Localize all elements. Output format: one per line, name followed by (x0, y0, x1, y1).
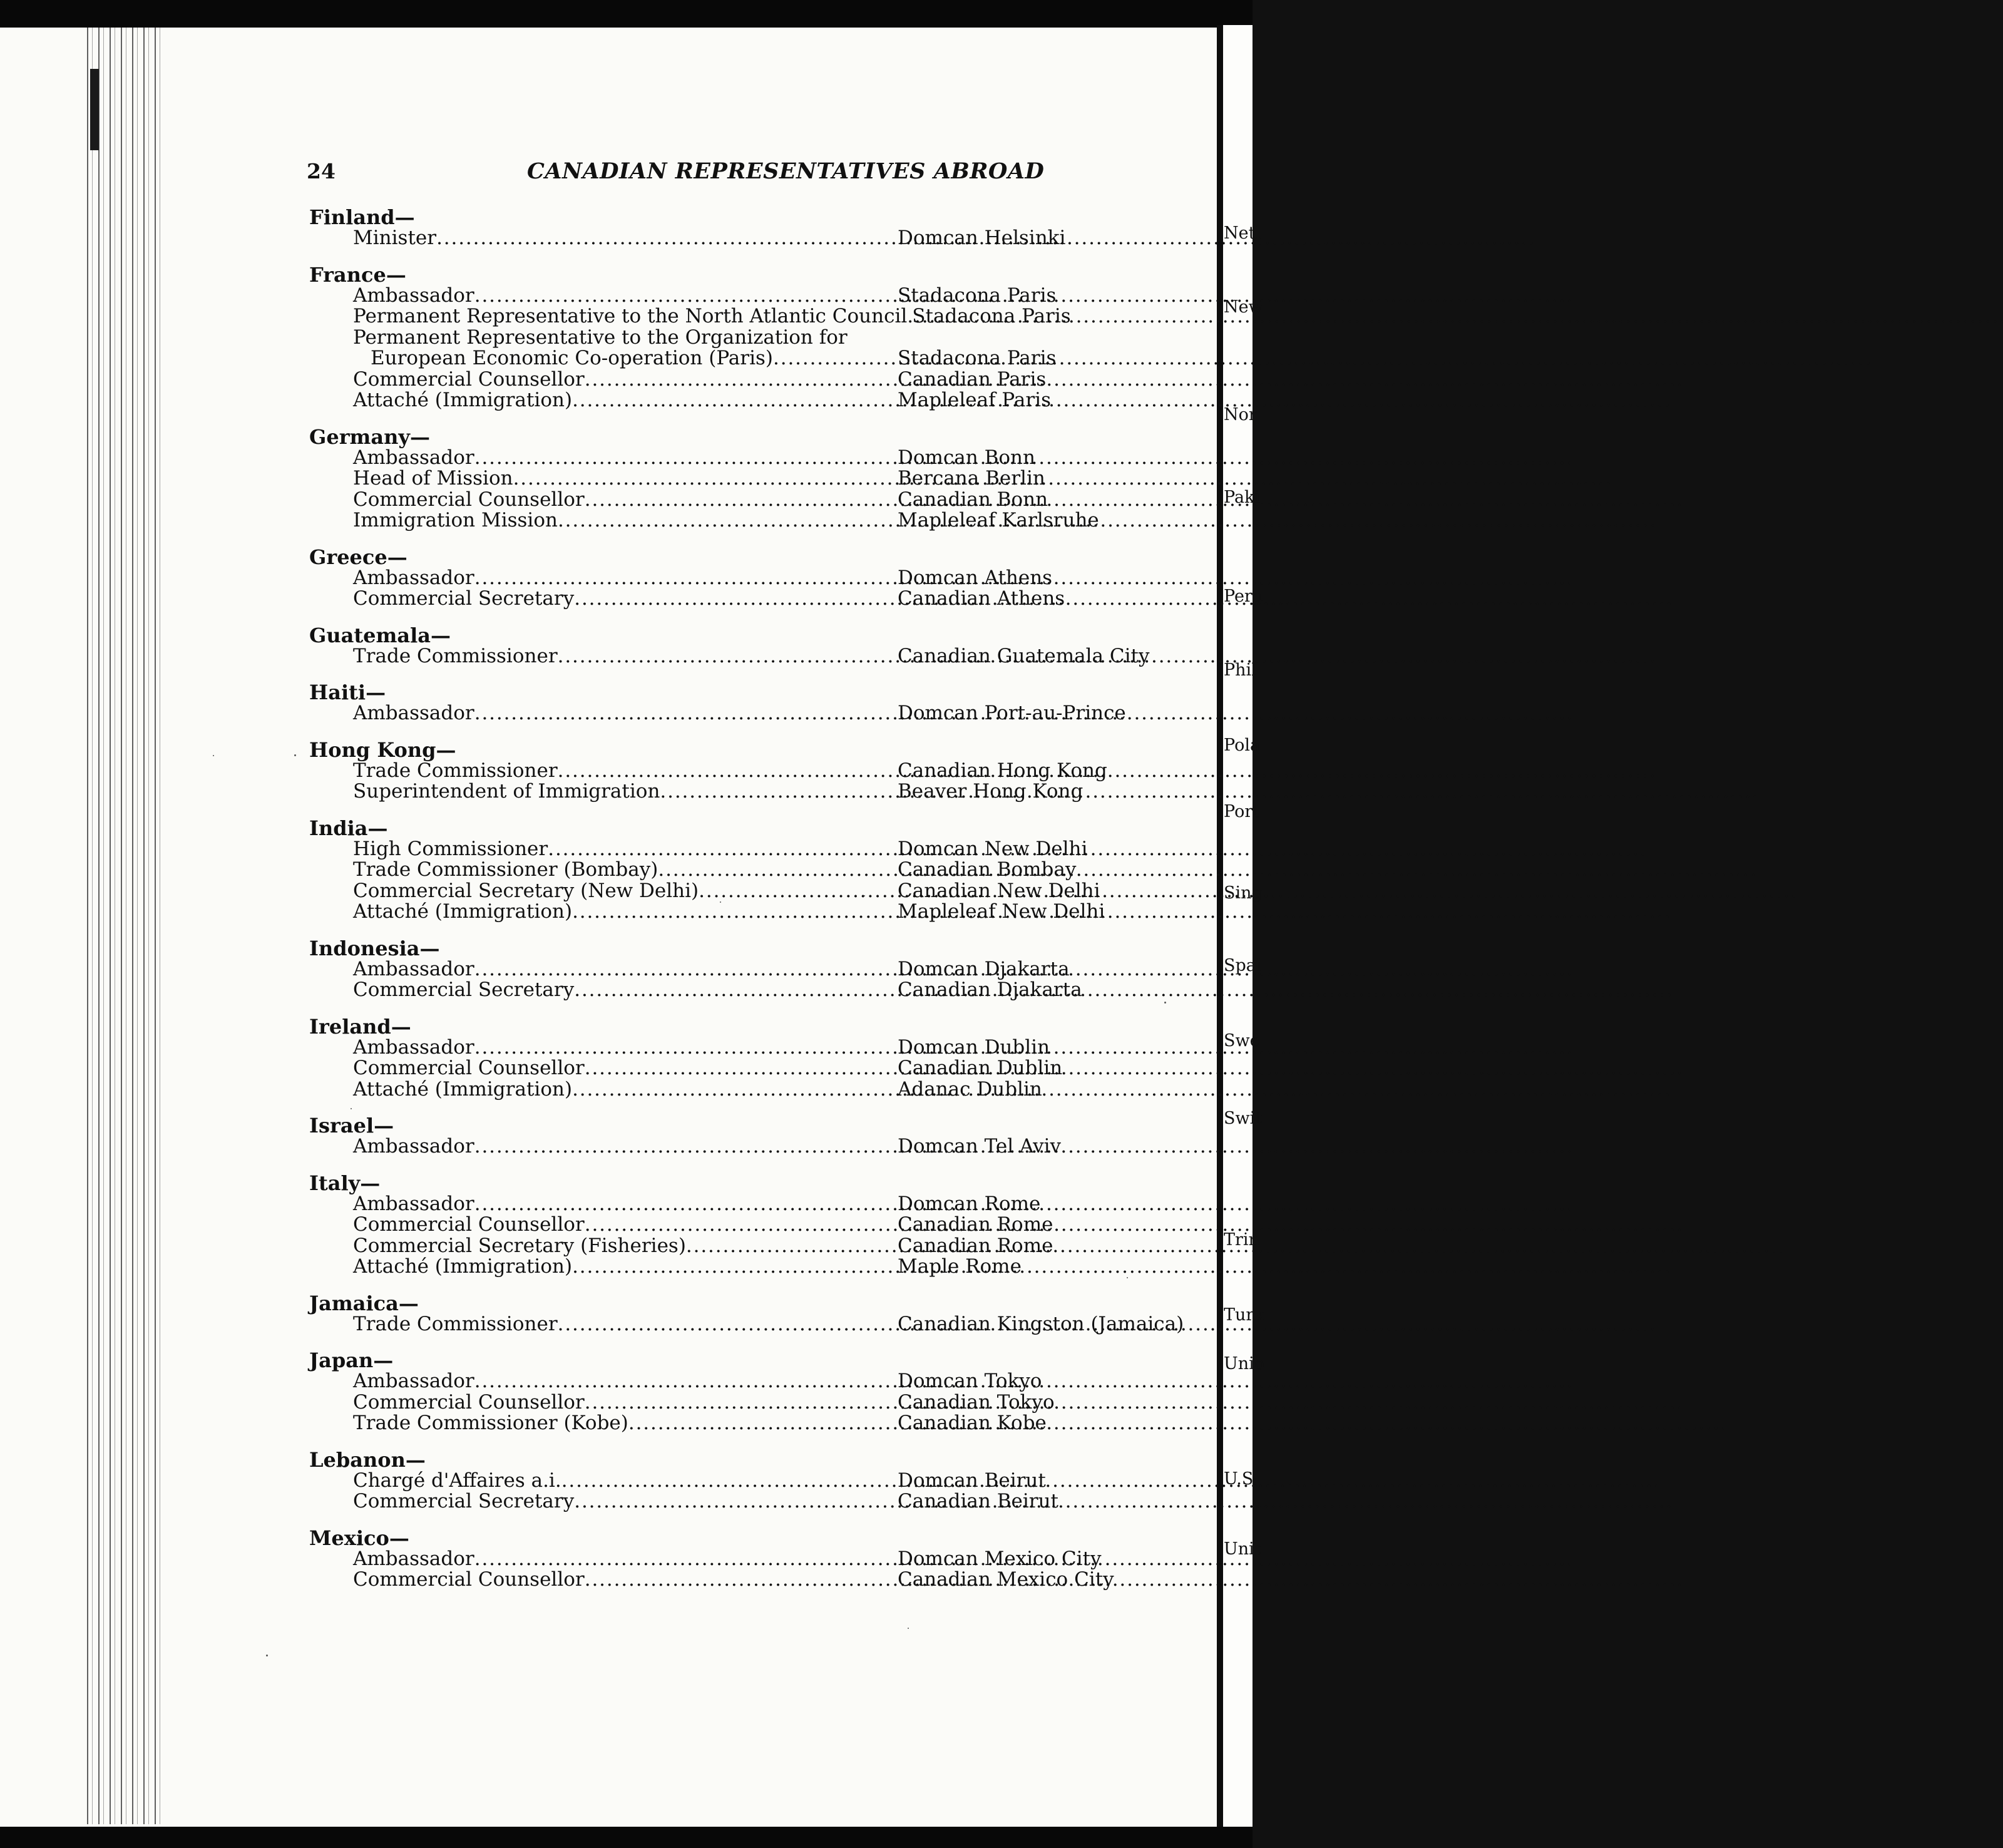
cable-address: Canadian Paris (898, 367, 1047, 391)
cable-address: Domcan Helsinki (898, 227, 1066, 249)
entry-row (309, 1413, 1204, 1434)
cable-address: Domcan Beirut (898, 1469, 1046, 1492)
cable-address: Bercana Berlin (898, 467, 1045, 490)
dot-leader (907, 306, 912, 327)
book-binding-gutter (81, 28, 166, 1824)
cable-address: Domcan Tokyo (898, 1370, 1042, 1392)
facing-page-fragment: Port (1224, 802, 1260, 821)
cable-address: Mapleleaf Karlsruhe (898, 509, 1099, 531)
scan-speck (351, 1108, 352, 1109)
dot-leader (585, 1569, 898, 1591)
cable-address: Canadian Rome (898, 1213, 1053, 1236)
page-number: 24 (307, 159, 336, 183)
country-section (309, 1449, 1204, 1512)
position-title: Commercial Secretary (353, 1490, 575, 1512)
dot-leader (474, 1371, 898, 1392)
entry-row (309, 348, 1204, 369)
facing-page-fragment: Phil (1224, 660, 1257, 680)
country-section (309, 625, 1204, 667)
dot-leader (574, 1491, 898, 1512)
entry-row (309, 901, 1204, 923)
entry-row (309, 1314, 1204, 1335)
dot-leader (474, 285, 898, 307)
dot-leader (474, 703, 898, 724)
position-title: Commercial Counsellor (353, 1057, 585, 1079)
entry-row (309, 1471, 1204, 1492)
position-title: Trade Commissioner (353, 759, 558, 782)
dot-leader (548, 839, 898, 860)
dot-leader (558, 510, 898, 531)
entry-row (309, 1236, 1204, 1257)
cable-address: Canadian Beirut (898, 1490, 1058, 1512)
dot-leader (436, 228, 898, 249)
entry-row (309, 959, 1204, 980)
position-title: Attaché (Immigration) (353, 1077, 573, 1101)
position-title: Commercial Secretary (353, 978, 575, 1001)
scan-speck (689, 1208, 690, 1209)
cable-address: Adanac Dublin (898, 1077, 1042, 1101)
position-title: Attaché (Immigration) (353, 900, 573, 923)
cable-address: Canadian Athens (898, 587, 1065, 610)
dot-leader (558, 646, 898, 667)
dot-leader (572, 390, 898, 411)
cable-address: Stadacona Paris (898, 284, 1057, 307)
entry-row (309, 1136, 1204, 1158)
cable-address: Domcan New Delhi (898, 837, 1088, 860)
country-section (309, 739, 1204, 803)
entry-row (309, 1491, 1204, 1512)
position-title: Trade Commissioner (353, 1312, 558, 1335)
entry-row (309, 448, 1204, 469)
cable-address: Beaver Hong Kong (898, 780, 1083, 803)
facing-page-fragment: Unit (1224, 1539, 1261, 1559)
cable-address: Domcan Athens (898, 566, 1053, 589)
country-name: Lebanon— (309, 1447, 426, 1472)
facing-page-fragment: U.S. (1224, 1469, 1258, 1489)
facing-page-fragment: Sing (1224, 883, 1263, 903)
entry-row (309, 468, 1204, 490)
scan-speck (1127, 1277, 1128, 1278)
country-name: Finland— (309, 205, 415, 229)
position-title: Permanent Representative to the Organization for (353, 326, 848, 349)
entry-row (309, 703, 1204, 724)
facing-page-fragment: Unio (1224, 1354, 1265, 1373)
country-section (309, 207, 1204, 249)
entry-row (309, 1569, 1204, 1591)
country-name: Jamaica— (309, 1291, 419, 1315)
dot-leader (585, 490, 898, 511)
position-title: Commercial Counsellor (353, 1568, 585, 1591)
entry-row (309, 1371, 1204, 1392)
country-name: Haiti— (309, 680, 386, 704)
facing-page-fragment: Turk (1224, 1305, 1264, 1325)
position-title: Ambassador (353, 957, 474, 980)
position-title: High Commissioner (353, 837, 548, 860)
position-title: Attaché (Immigration) (353, 1255, 573, 1278)
position-title: Attaché (Immigration) (353, 389, 573, 411)
facing-page-fragment: Pola (1224, 736, 1261, 755)
position-title: Head of Mission (353, 467, 513, 490)
cable-address: Mapleleaf New Delhi (898, 900, 1105, 923)
scan-top-border (0, 0, 1253, 31)
cable-address: Canadian Kingston (Jamaica) (898, 1312, 1184, 1335)
dot-leader (474, 1549, 898, 1570)
country-section (309, 1350, 1204, 1434)
representatives-list (309, 207, 1204, 1606)
entry-row (309, 1549, 1204, 1570)
dot-leader (574, 588, 898, 610)
country-name: Indonesia— (309, 936, 440, 960)
cable-address: Mapleleaf Paris (898, 389, 1051, 411)
cable-address: Canadian Tokyo (898, 1390, 1055, 1414)
entry-row (309, 285, 1204, 307)
entry-row (309, 327, 1204, 349)
cable-address: Stadacona Paris (912, 305, 1071, 327)
cable-address: Canadian Bombay (898, 858, 1077, 881)
position-title: European Economic Co-operation (Paris) (371, 347, 774, 369)
dot-leader (474, 1037, 898, 1059)
position-title: Minister (353, 227, 437, 249)
scan-speck (720, 901, 721, 903)
dot-leader (558, 1314, 898, 1335)
position-title: Ambassador (353, 446, 474, 469)
entry-row (309, 1214, 1204, 1236)
facing-page-fragment: Peru (1224, 587, 1264, 606)
country-name: Hong Kong— (309, 737, 456, 762)
cable-address: Canadian Hong Kong (898, 759, 1107, 782)
entry-row (309, 761, 1204, 782)
cable-address: Domcan Dublin (898, 1035, 1050, 1059)
country-section (309, 1115, 1204, 1158)
position-title: Chargé d'Affaires a.i. (353, 1469, 561, 1492)
country-section (309, 1527, 1204, 1591)
cable-address: Domcan Bonn (898, 446, 1035, 469)
position-title: Ambassador (353, 1370, 474, 1392)
entry-row (309, 1079, 1204, 1101)
dot-leader (686, 1236, 898, 1257)
country-section (309, 1173, 1204, 1278)
position-title: Trade Commissioner (Kobe) (353, 1412, 628, 1434)
position-title: Ambassador (353, 1135, 474, 1158)
country-section (309, 1293, 1204, 1335)
entry-row (309, 860, 1204, 881)
cable-address: Domcan Tel Aviv (898, 1135, 1062, 1158)
position-title: Ambassador (353, 702, 474, 724)
cable-address: Canadian Djakarta (898, 978, 1082, 1001)
entry-row (309, 839, 1204, 860)
cable-address: Domcan Rome (898, 1192, 1041, 1215)
cable-address: Domcan Djakarta (898, 957, 1070, 980)
country-section (309, 682, 1204, 724)
page-header (307, 158, 1045, 185)
country-section (309, 547, 1204, 610)
country-name: France— (309, 262, 406, 287)
position-title: Ambassador (353, 284, 474, 307)
position-title: Commercial Secretary (Fisheries) (353, 1234, 686, 1257)
cable-address: Canadian New Delhi (898, 879, 1100, 902)
dot-leader (585, 1214, 898, 1236)
facing-page-fragment: Swit (1224, 1109, 1263, 1128)
entry-row (309, 980, 1204, 1001)
cable-address: Domcan Port-au-Prince (898, 702, 1126, 724)
entry-row (309, 1037, 1204, 1059)
entry-row (309, 390, 1204, 411)
cable-address: Stadacona Paris (898, 347, 1057, 369)
entry-row (309, 228, 1204, 249)
dot-leader (474, 568, 898, 589)
country-name: Ireland— (309, 1014, 411, 1039)
cable-address: Canadian Bonn (898, 488, 1048, 511)
facing-page-fragment: Spai (1224, 956, 1262, 975)
dot-leader (658, 860, 898, 881)
scan-speck (294, 754, 296, 756)
position-title: Ambassador (353, 1192, 474, 1215)
dot-leader (572, 901, 898, 923)
position-title: Ambassador (353, 1035, 474, 1059)
cable-address: Canadian Mexico City (898, 1568, 1114, 1591)
dot-leader (572, 1079, 898, 1101)
country-section (309, 818, 1204, 923)
cable-address: Domcan Mexico City (898, 1547, 1102, 1570)
country-section (309, 938, 1204, 1001)
dot-leader (561, 1471, 898, 1492)
scan-bottom-border (0, 1827, 1253, 1848)
position-title: Trade Commissioner (Bombay) (353, 858, 658, 881)
facing-page-fragment: Netl (1224, 223, 1261, 243)
entry-row (309, 1194, 1204, 1215)
dot-leader (585, 1058, 898, 1079)
position-title: Immigration Mission (353, 509, 558, 531)
dot-leader (574, 980, 898, 1001)
country-name: Italy— (309, 1171, 381, 1195)
entry-row (309, 490, 1204, 511)
cable-address: Canadian Guatemala City (898, 644, 1150, 667)
entry-row (309, 781, 1204, 803)
facing-page-fragment: Trin (1224, 1230, 1259, 1250)
scan-speck (908, 1628, 909, 1629)
facing-page-fragment: New (1224, 297, 1263, 317)
country-name: Japan— (309, 1348, 394, 1372)
country-name: Guatemala— (309, 623, 451, 647)
scan-speck (864, 895, 865, 896)
position-title: Permanent Representative to the North Atlantic Council (353, 305, 908, 327)
country-section (309, 426, 1204, 531)
country-name: India— (309, 816, 388, 840)
country-name: Israel— (309, 1114, 394, 1137)
cable-address: Canadian Kobe (898, 1412, 1047, 1434)
cable-address: Maple Rome (898, 1255, 1022, 1278)
cable-address: Canadian Rome (898, 1234, 1053, 1257)
position-title: Commercial Counsellor (353, 1213, 585, 1236)
entry-row (309, 1392, 1204, 1414)
binding-shadow (90, 69, 99, 150)
country-section (309, 264, 1204, 411)
dot-leader (474, 1194, 898, 1215)
entry-row (309, 306, 1204, 327)
dot-leader (585, 1392, 898, 1414)
facing-page-fragment: Nor (1224, 405, 1257, 424)
dot-leader (660, 781, 898, 803)
dot-leader (558, 761, 898, 782)
entry-row (309, 369, 1204, 391)
country-name: Greece— (309, 545, 407, 569)
country-name: Mexico— (309, 1526, 409, 1550)
entry-row (309, 1058, 1204, 1079)
facing-page-fragment: Paki (1224, 488, 1261, 507)
position-title: Ambassador (353, 566, 474, 589)
dot-leader (628, 1413, 898, 1434)
scan-speck (213, 755, 214, 756)
dot-leader (474, 448, 898, 469)
dot-leader (585, 369, 898, 391)
facing-page-fragment: Swe (1224, 1031, 1260, 1050)
dot-leader (474, 1136, 898, 1158)
entry-row (309, 588, 1204, 610)
entry-row (309, 510, 1204, 531)
cable-address: Canadian Dublin (898, 1057, 1063, 1079)
entry-row (309, 568, 1204, 589)
position-title: Ambassador (353, 1547, 474, 1570)
scan-speck (1164, 1002, 1166, 1004)
position-title: Commercial Counsellor (353, 488, 585, 511)
running-title: CANADIAN REPRESENTATIVES ABROAD (527, 158, 1045, 184)
entry-row (309, 646, 1204, 667)
dot-leader (572, 1256, 898, 1278)
dot-leader (773, 348, 898, 369)
dot-leader (474, 959, 898, 980)
entry-row (309, 1256, 1204, 1278)
entry-row (309, 881, 1204, 902)
scan-speck (266, 1655, 268, 1656)
position-title: Commercial Counsellor (353, 1390, 585, 1414)
dot-leader (513, 468, 898, 490)
dot-leader (699, 881, 898, 902)
position-title: Trade Commissioner (353, 644, 558, 667)
position-title: Commercial Counsellor (353, 367, 585, 391)
country-name: Germany— (309, 424, 430, 449)
position-title: Commercial Secretary (New Delhi) (353, 879, 699, 902)
position-title: Commercial Secretary (353, 587, 575, 610)
position-title: Superintendent of Immigration (353, 780, 660, 803)
country-section (309, 1016, 1204, 1101)
